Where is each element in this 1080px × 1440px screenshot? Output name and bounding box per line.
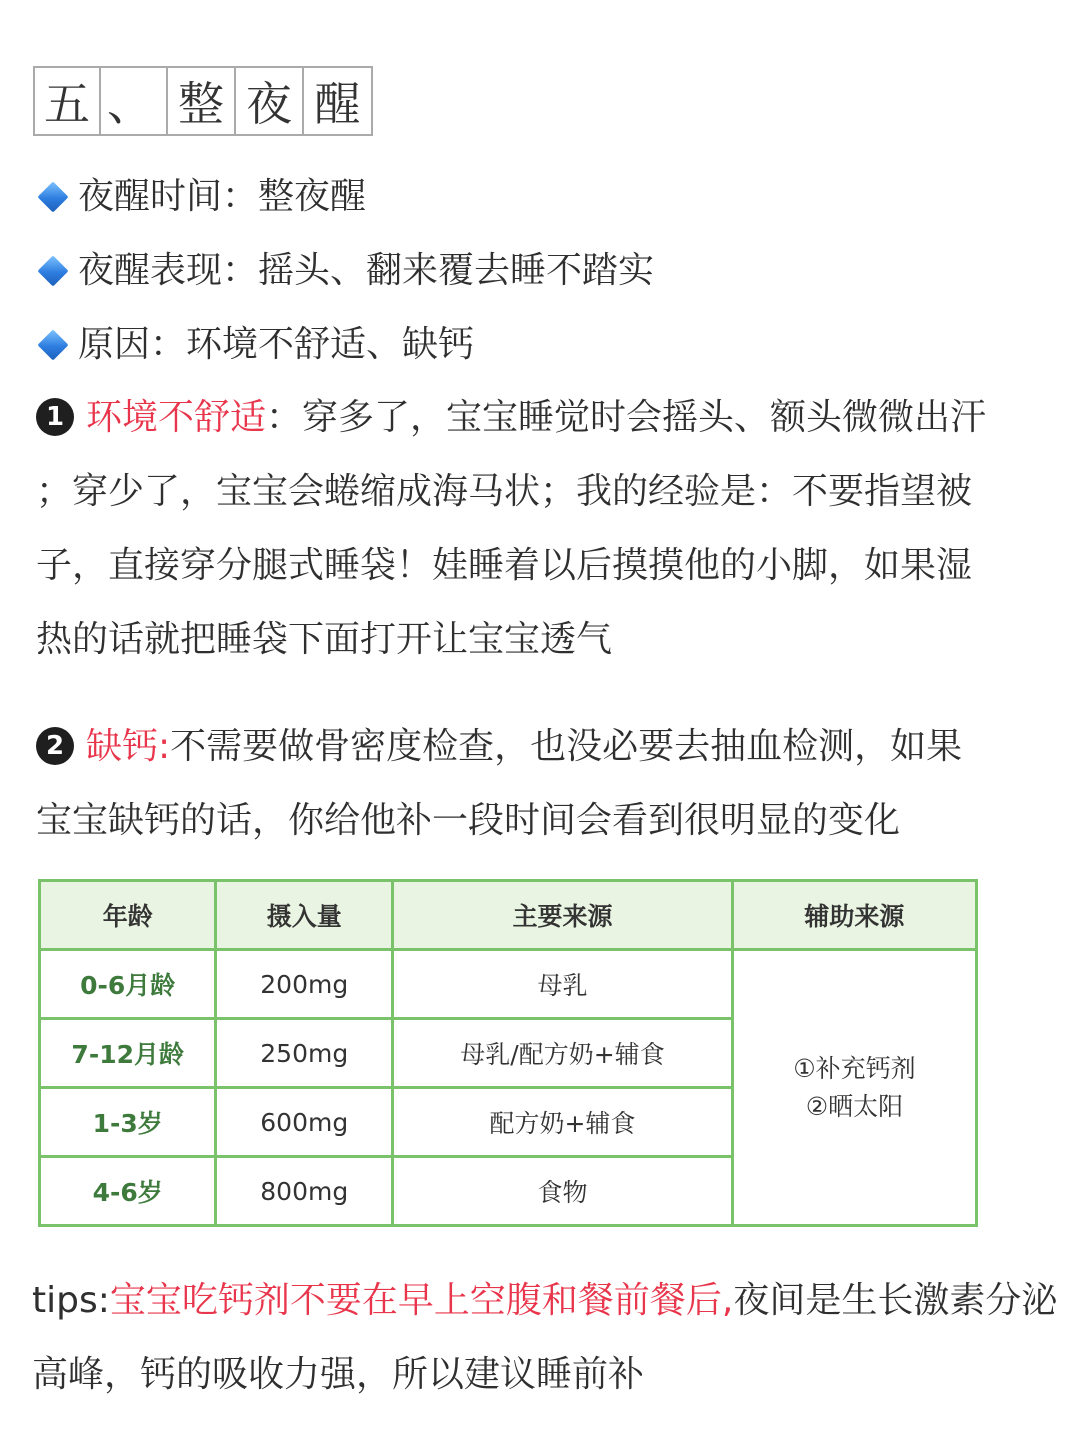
section-heading: 环境不舒适 xyxy=(86,397,267,438)
column-header: 摄入量 xyxy=(216,881,393,950)
title-char: 、 xyxy=(101,68,168,134)
section-heading: 缺钙: xyxy=(86,726,171,767)
source-cell: 母乳/配方奶+辅食 xyxy=(393,1019,733,1088)
bullet-value: 整夜醒 xyxy=(258,176,367,217)
aux-source-cell xyxy=(732,950,976,1226)
tips-highlight: 宝宝吃钙剂不要在早上空腹和餐前餐后, xyxy=(109,1280,734,1321)
amount-cell: 250mg xyxy=(216,1019,393,1088)
amount-cell: 800mg xyxy=(216,1157,393,1226)
section-title xyxy=(33,66,373,136)
age-cell: 4-6岁 xyxy=(40,1157,216,1226)
title-char: 醒 xyxy=(314,77,361,131)
blue-diamond-icon xyxy=(37,255,68,286)
source-cell: 母乳 xyxy=(393,950,733,1019)
column-header: 年龄 xyxy=(40,881,216,950)
bullet-wake-time xyxy=(36,175,366,219)
title-char: 五 xyxy=(35,68,101,134)
tips-paragraph xyxy=(32,1264,1072,1412)
aux-item: ①补充钙剂 xyxy=(793,1053,916,1083)
age-cell: 7-12月龄 xyxy=(40,1019,216,1088)
section-text: ：穿多了，宝宝睡觉时会摇头、额头微微出汗 xyxy=(266,397,987,438)
section-text: 宝宝缺钙的话，你给他补一段时间会看到很明显的变化 xyxy=(36,800,901,841)
section-text: 子，直接穿分腿式睡袋！娃睡着以后摸摸他的小脚，如果湿 xyxy=(36,545,973,586)
table-row xyxy=(40,950,977,1019)
section-text: ；穿少了，宝宝会蜷缩成海马状；我的经验是：不要指望被 xyxy=(36,471,973,512)
age-cell: 1-3岁 xyxy=(40,1088,216,1157)
section-text: 热的话就把睡袋下面打开让宝宝透气 xyxy=(36,619,613,660)
bullet-label: 原因： xyxy=(78,324,187,365)
source-cell: 配方奶+辅食 xyxy=(393,1088,733,1157)
calcium-intake-table xyxy=(38,879,978,1227)
age-cell: 0-6月龄 xyxy=(40,950,216,1019)
bullet-label: 夜醒时间： xyxy=(78,176,259,217)
amount-cell: 200mg xyxy=(216,950,393,1019)
aux-item: ②晒太阳 xyxy=(805,1091,904,1121)
tips-text: 高峰，钙的吸收力强，所以建议睡前补 xyxy=(32,1354,645,1395)
bullet-value: 环境不舒适、缺钙 xyxy=(186,324,475,365)
number-badge: 1 xyxy=(36,398,74,436)
amount-cell: 600mg xyxy=(216,1088,393,1157)
bullet-cause xyxy=(36,323,474,367)
source-cell: 食物 xyxy=(393,1157,733,1226)
tips-text: 夜间是生长激素分泌 xyxy=(733,1280,1058,1321)
table-header-row xyxy=(40,881,977,950)
column-header: 主要来源 xyxy=(393,881,733,950)
blue-diamond-icon xyxy=(37,329,68,360)
title-char: 整 xyxy=(168,68,236,134)
title-char: 夜 xyxy=(236,68,304,134)
column-header: 辅助来源 xyxy=(732,881,976,950)
section-text: 不需要做骨密度检查，也没必要去抽血检测，如果 xyxy=(170,726,963,767)
blue-diamond-icon xyxy=(37,181,68,212)
tips-prefix: tips: xyxy=(32,1280,110,1321)
bullet-value: 摇头、翻来覆去睡不踏实 xyxy=(258,250,655,291)
bullet-label: 夜醒表现： xyxy=(78,250,259,291)
bullet-wake-behavior xyxy=(36,249,654,293)
number-badge: 2 xyxy=(36,727,74,765)
section-environment xyxy=(36,381,1056,677)
section-calcium xyxy=(36,710,1056,858)
